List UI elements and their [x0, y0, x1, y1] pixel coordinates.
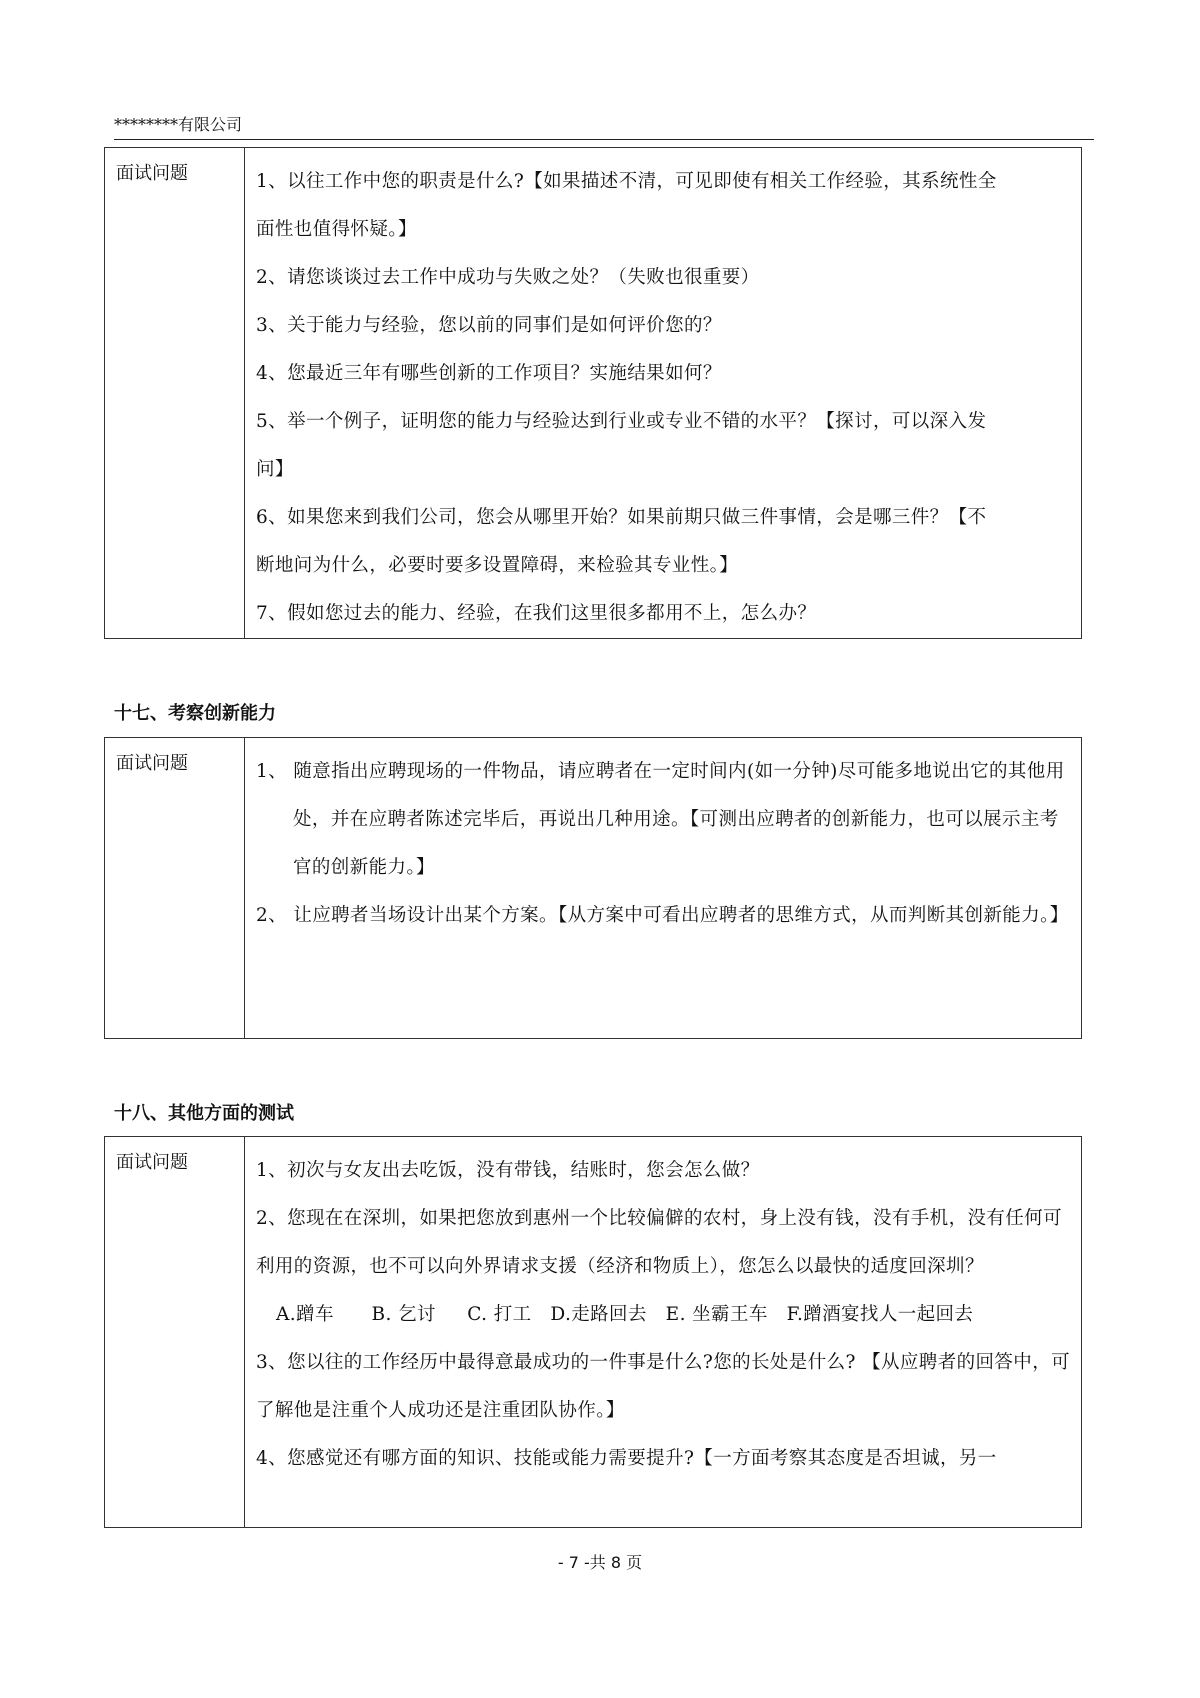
question-line: 2、请您谈谈过去工作中成功与失败之处？（失败也很重要）	[256, 267, 760, 288]
question-item: 2、 让应聘者当场设计出某个方案。【从方案中可看出应聘者的思维方式，从而判断其创新能力。】	[256, 905, 1069, 926]
table-label: 面试问题	[105, 738, 245, 1039]
table-label: 面试问题	[105, 1137, 245, 1528]
section-title-18: 十八、其他方面的测试	[114, 1103, 294, 1124]
question-line: 3、关于能力与经验，您以前的同事们是如何评价您的？	[256, 315, 722, 336]
page-number: - 7 -共 8 页	[557, 1553, 643, 1572]
interview-questions-table-2	[104, 737, 1082, 1039]
question-item: 3、您以往的工作经历中最得意最成功的一件事是什么?您的长处是什么? 【从应聘者的回答中，可了解他是注重个人成功还是注重团队协作。】	[256, 1352, 1070, 1421]
question-item: 2、您现在在深圳，如果把您放到惠州一个比较偏僻的农村，身上没有钱，没有手机，没有任何可利用的资源，也不可以向外界请求支援（经济和物质上），您怎么以最快的适度回深圳？	[256, 1208, 1062, 1277]
question-item: 4、您感觉还有哪方面的知识、技能或能力需要提升?【一方面考察其态度是否坦诚，另一	[256, 1448, 997, 1469]
section-title-17: 十七、考察创新能力	[114, 703, 276, 724]
question-line: 5、举一个例子，证明您的能力与经验达到行业或专业不错的水平？【探讨，可以深入发	[256, 411, 987, 432]
question-line: 1、以往工作中您的职责是什么?【如果描述不清，可见即使有相关工作经验，其系统性全	[256, 171, 997, 192]
interview-questions-table-3	[104, 1136, 1082, 1528]
question-item: 1、初次与女友出去吃饭，没有带钱，结账时，您会怎么做？	[256, 1160, 760, 1181]
question-line: 6、如果您来到我们公司，您会从哪里开始？如果前期只做三件事情，会是哪三件？【不	[256, 507, 987, 528]
table-content	[245, 1137, 1082, 1528]
answer-options: A.蹭车 B. 乞讨 C. 打工 D.走路回去 E. 坐霸王车 F.蹭酒宴找人一起回去	[276, 1304, 974, 1325]
question-line: 面性也值得怀疑。】	[256, 219, 417, 240]
header-rule	[114, 139, 1094, 140]
table-content	[245, 738, 1082, 1039]
table-content	[245, 148, 1082, 639]
interview-questions-table-1	[104, 147, 1082, 639]
question-line: 4、您最近三年有哪些创新的工作项目？实施结果如何？	[256, 363, 722, 384]
question-line: 问】	[256, 459, 294, 480]
question-line: 7、假如您过去的能力、经验，在我们这里很多都用不上，怎么办？	[256, 603, 817, 624]
table-label: 面试问题	[105, 148, 245, 639]
question-item: 1、 随意指出应聘现场的一件物品，请应聘者在一定时间内(如一分钟)尽可能多地说出它的其他用处，并在应聘者陈述完毕后，再说出几种用途。【可测出应聘者的创新能力，也可以展示主考官的创新能力。】	[256, 761, 1065, 878]
question-line: 断地问为什么，必要时要多设置障碍，来检验其专业性。】	[256, 555, 739, 576]
company-header: ********有限公司	[114, 115, 243, 134]
